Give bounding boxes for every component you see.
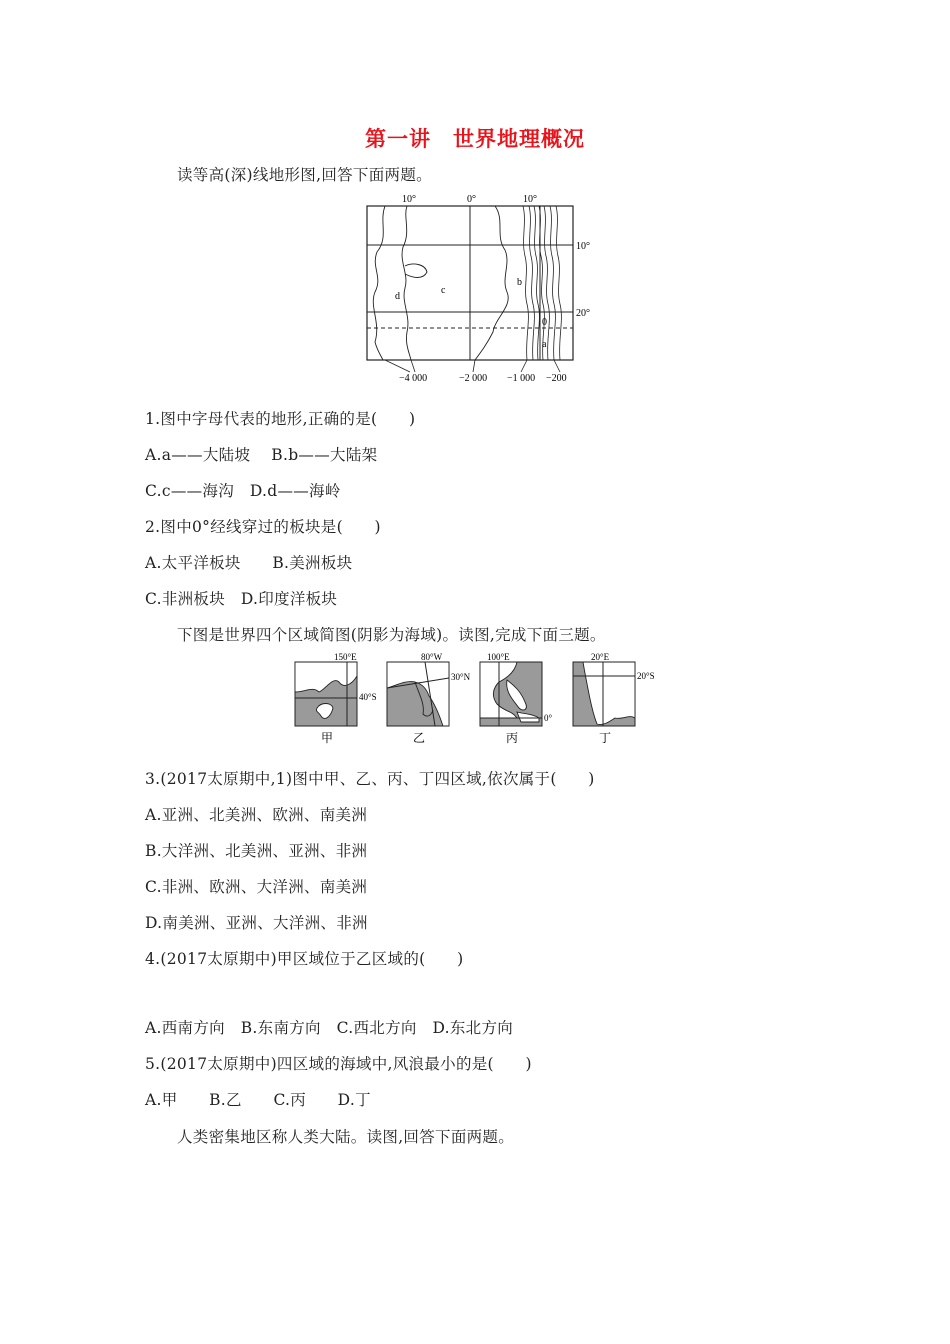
yi-top-label: 80°W — [421, 652, 443, 662]
region-maps — [285, 652, 675, 748]
region-map-yi — [387, 652, 471, 745]
q3-stem: 3.(2017太原期中,1)图中甲、乙、丙、丁四区域,依次属于( ) — [145, 770, 595, 788]
map1-zero-label: 0 — [542, 317, 547, 328]
map1-right-label-20: 20° — [576, 308, 590, 319]
region-map-bing — [480, 652, 553, 745]
map1-top-label-e10: 10° — [523, 194, 537, 205]
intro-text-2: 下图是世界四个区域简图(阴影为海域)。读图,完成下面三题。 — [177, 626, 606, 644]
yi-name: 乙 — [413, 731, 426, 745]
q2-options-ab: A.太平洋板块 B.美洲板块 — [145, 554, 353, 572]
region-map-jia — [295, 652, 377, 745]
bing-top-label: 100°E — [487, 652, 510, 662]
map1-depth-1000: −1 000 — [507, 373, 536, 384]
map1-letter-c: c — [441, 285, 446, 296]
map1-top-label-0: 0° — [467, 194, 476, 205]
q2-options-cd: C.非洲板块 D.印度洋板块 — [145, 590, 338, 608]
map1-depth-4000: −4 000 — [399, 373, 428, 384]
jia-top-label: 150°E — [334, 652, 357, 662]
q3-option-a: A.亚洲、北美洲、欧洲、南美洲 — [145, 806, 368, 824]
q3-option-d: D.南美洲、亚洲、大洋洲、非洲 — [145, 914, 368, 932]
q2-stem: 2.图中0°经线穿过的板块是( ) — [145, 518, 381, 536]
map1-depth-2000: −2 000 — [459, 373, 488, 384]
page-title: 第一讲 世界地理概况 — [365, 126, 585, 151]
q1-options-ab: A.a——大陆坡 B.b——大陆架 — [145, 446, 378, 464]
map1-right-label-10: 10° — [576, 241, 590, 252]
map1-letter-b: b — [517, 277, 522, 288]
intro-text-1: 读等高(深)线地形图,回答下面两题。 — [177, 166, 432, 184]
q3-option-c: C.非洲、欧洲、大洋洲、南美洲 — [145, 878, 368, 896]
q1-stem: 1.图中字母代表的地形,正确的是( ) — [145, 410, 416, 428]
bing-name: 丙 — [506, 731, 519, 745]
ding-name: 丁 — [599, 731, 612, 745]
q3-option-b: B.大洋洲、北美洲、亚洲、非洲 — [145, 842, 368, 860]
yi-side-label: 30°N — [451, 672, 471, 682]
contour-map — [355, 192, 595, 384]
q4-options: A.西南方向 B.东南方向 C.西北方向 D.东北方向 — [145, 1019, 514, 1037]
ding-side-label: 20°S — [637, 671, 655, 681]
region-map-ding — [573, 652, 655, 745]
q5-stem: 5.(2017太原期中)四区域的海域中,风浪最小的是( ) — [145, 1055, 532, 1073]
q4-stem: 4.(2017太原期中)甲区域位于乙区域的( ) — [145, 950, 464, 968]
jia-name: 甲 — [321, 731, 334, 745]
q5-options: A.甲 B.乙 C.丙 D.丁 — [145, 1091, 371, 1109]
map1-letter-a: a — [542, 339, 547, 350]
map1-letter-d: d — [395, 291, 400, 302]
ding-top-label: 20°E — [591, 652, 610, 662]
map1-top-label-w10: 10° — [402, 194, 416, 205]
q1-options-cd: C.c——海沟 D.d——海岭 — [145, 482, 341, 500]
jia-side-label: 40°S — [359, 692, 377, 702]
map1-depth-200: −200 — [546, 373, 567, 384]
bing-side-label: 0° — [544, 713, 553, 723]
intro-text-3: 人类密集地区称人类大陆。读图,回答下面两题。 — [177, 1128, 515, 1146]
